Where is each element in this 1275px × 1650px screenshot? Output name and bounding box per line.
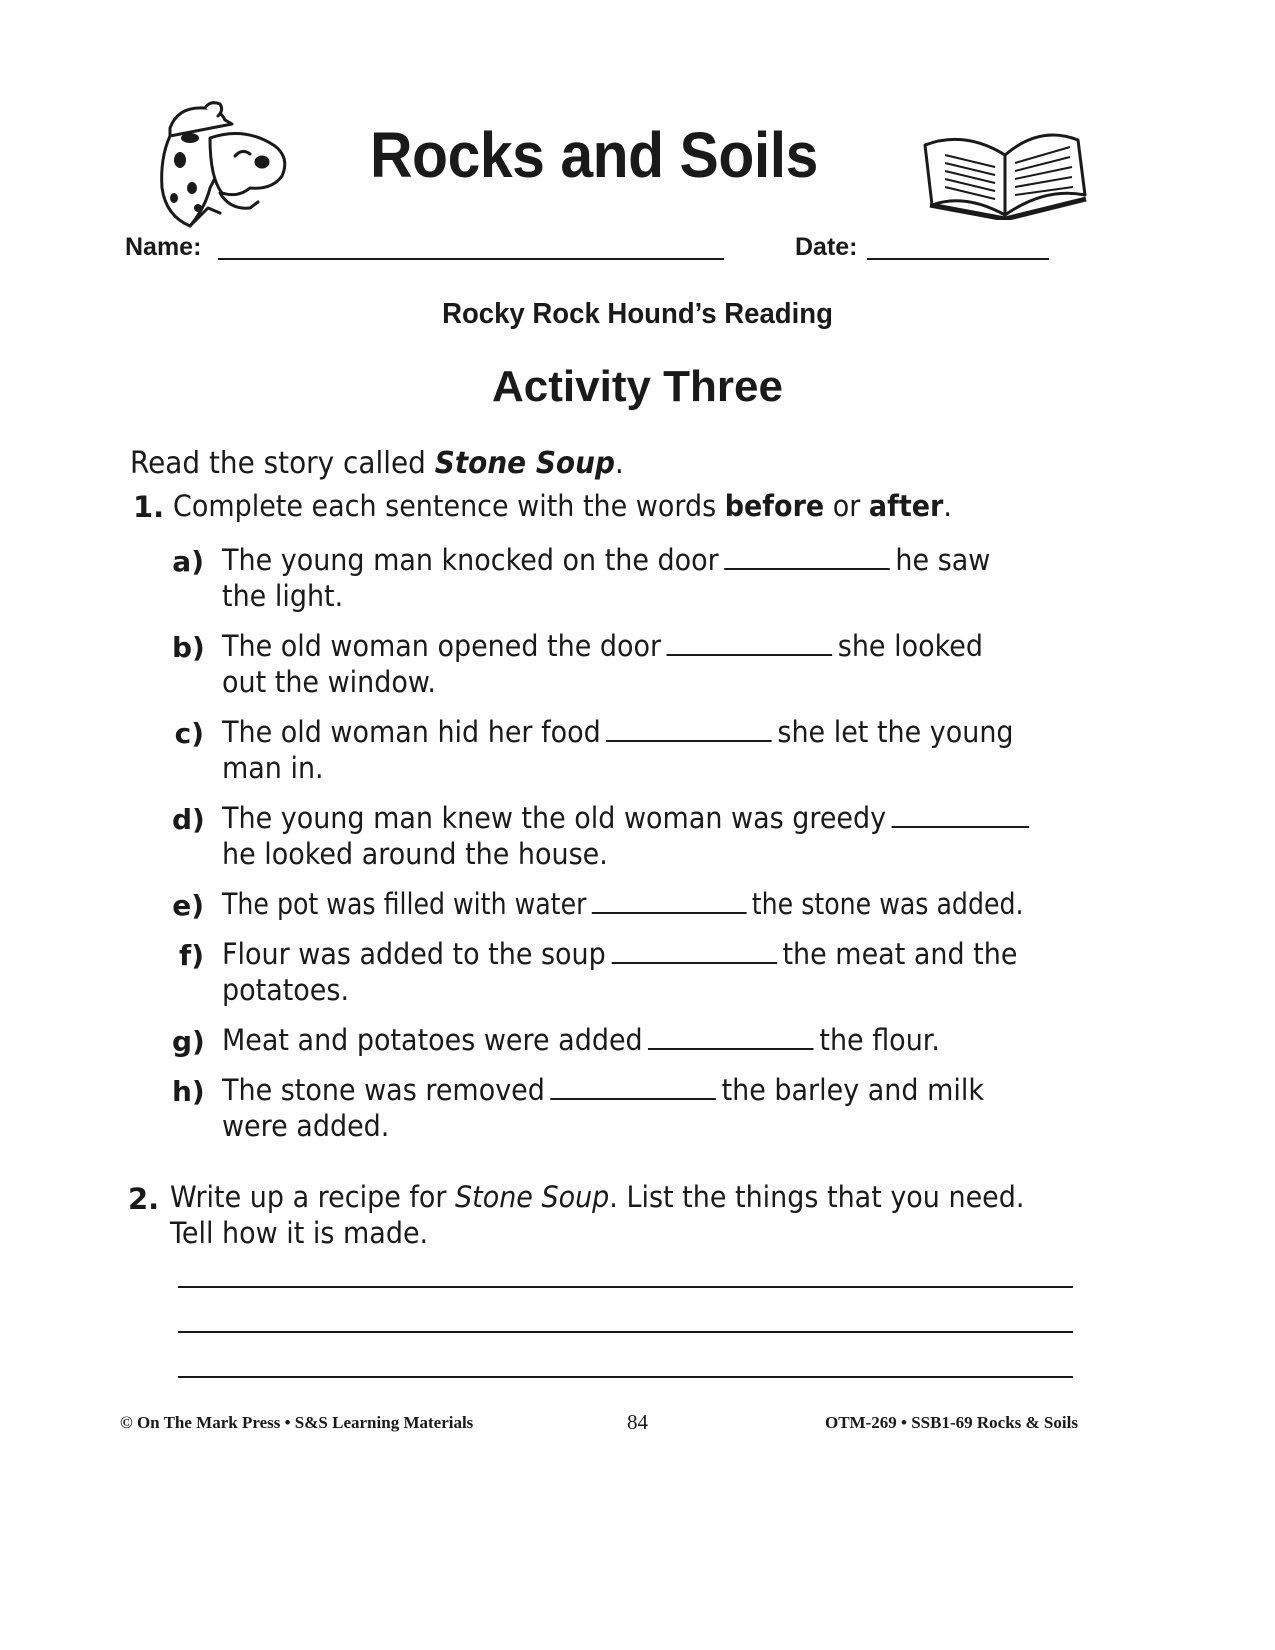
question-1-text: [173, 488, 952, 525]
instruction-suffix: .: [614, 446, 624, 481]
story-title: Stone Soup: [434, 446, 615, 481]
question-2-prefix: Write up a recipe for: [170, 1180, 456, 1214]
item-d-blank[interactable]: [892, 802, 1030, 828]
footer-product-code: OTM-269 • SSB1-69 Rocks & Soils: [825, 1413, 1078, 1432]
item-e-line1: [222, 886, 1024, 923]
item-f-text-before: Flour was added to the soup: [222, 937, 606, 971]
item-f-text-after: the meat and the: [782, 937, 1018, 971]
item-g-letter: g): [172, 1025, 205, 1058]
question-1-suffix: .: [943, 489, 952, 523]
item-f-line2: potatoes.: [222, 973, 350, 1007]
rock-hound-dog-illustration: [150, 98, 300, 233]
section-subtitle: Rocky Rock Hound’s Reading: [442, 298, 833, 330]
item-d-letter: d): [172, 803, 205, 836]
item-c-text-before: The old woman hid her food: [222, 715, 601, 749]
question-2-line1: [170, 1179, 1024, 1216]
item-g-blank[interactable]: [648, 1024, 814, 1050]
item-c-text-after: she let the young: [777, 715, 1014, 749]
item-f-letter: f): [179, 939, 204, 972]
keyword-after: after: [868, 489, 944, 523]
item-h-letter: h): [172, 1075, 205, 1108]
item-c-blank[interactable]: [606, 716, 772, 742]
item-b-text-after: she looked: [837, 629, 983, 663]
item-h-text-before: The stone was removed: [222, 1073, 545, 1107]
instruction: [130, 446, 624, 481]
question-2-suffix: . List the things that you need.: [609, 1180, 1025, 1214]
item-e-text-after: the stone was added.: [751, 887, 1024, 921]
item-a-letter: a): [172, 545, 204, 578]
item-b-letter: b): [172, 631, 205, 664]
item-g-text-after: the flour.: [819, 1023, 940, 1057]
open-book-illustration: [920, 115, 1090, 220]
page-number: 84: [627, 1410, 648, 1434]
name-field[interactable]: [218, 258, 724, 260]
item-d-line2: he looked around the house.: [222, 837, 608, 871]
name-label: Name:: [125, 233, 202, 261]
item-d-text-before: The young man knew the old woman was greedy: [222, 801, 887, 835]
item-h-line1: [222, 1072, 984, 1109]
footer-publisher: © On The Mark Press • S&S Learning Materials: [120, 1413, 474, 1432]
item-g-text-before: Meat and potatoes were added: [222, 1023, 643, 1057]
question-1-number: 1.: [133, 490, 165, 524]
item-h-blank[interactable]: [550, 1074, 716, 1100]
item-g-line1: [222, 1022, 940, 1059]
item-c-line2: man in.: [222, 751, 324, 785]
item-c-line1: [222, 714, 1014, 751]
date-field[interactable]: [867, 258, 1049, 260]
item-h-line2: were added.: [222, 1109, 390, 1143]
item-a-text-after: he saw: [895, 543, 991, 577]
item-a-line1: [222, 542, 990, 579]
item-b-line2: out the window.: [222, 665, 437, 699]
item-a-text-before: The young man knocked on the door: [222, 543, 719, 577]
question-1-prefix: Complete each sentence with the words: [173, 489, 725, 523]
question-2-number: 2.: [128, 1182, 160, 1216]
page-title: Rocks and Soils: [370, 119, 818, 191]
question-2-line2: Tell how it is made.: [170, 1216, 429, 1250]
question-2-story: Stone Soup: [455, 1180, 610, 1214]
item-d-line1: [222, 800, 1035, 837]
item-b-text-before: The old woman opened the door: [222, 629, 662, 663]
item-h-text-after: the barley and milk: [721, 1073, 984, 1107]
item-a-blank[interactable]: [724, 544, 890, 570]
date-label: Date:: [795, 233, 858, 261]
item-e-letter: e): [172, 889, 204, 922]
item-b-line1: [222, 628, 983, 665]
answer-line-1[interactable]: [178, 1286, 1073, 1288]
item-f-blank[interactable]: [611, 938, 777, 964]
item-e-text-before: The pot was filled with water: [222, 887, 587, 921]
activity-heading: Activity Three: [492, 362, 783, 411]
item-c-letter: c): [174, 717, 204, 750]
item-f-line1: [222, 936, 1017, 973]
instruction-prefix: Read the story called: [130, 446, 435, 481]
keyword-before: before: [724, 489, 825, 523]
item-e-blank[interactable]: [592, 888, 747, 914]
item-b-blank[interactable]: [667, 630, 833, 656]
item-a-line2: the light.: [222, 579, 344, 613]
question-1-mid: or: [824, 489, 869, 523]
answer-line-2[interactable]: [178, 1331, 1073, 1333]
answer-line-3[interactable]: [178, 1376, 1073, 1378]
